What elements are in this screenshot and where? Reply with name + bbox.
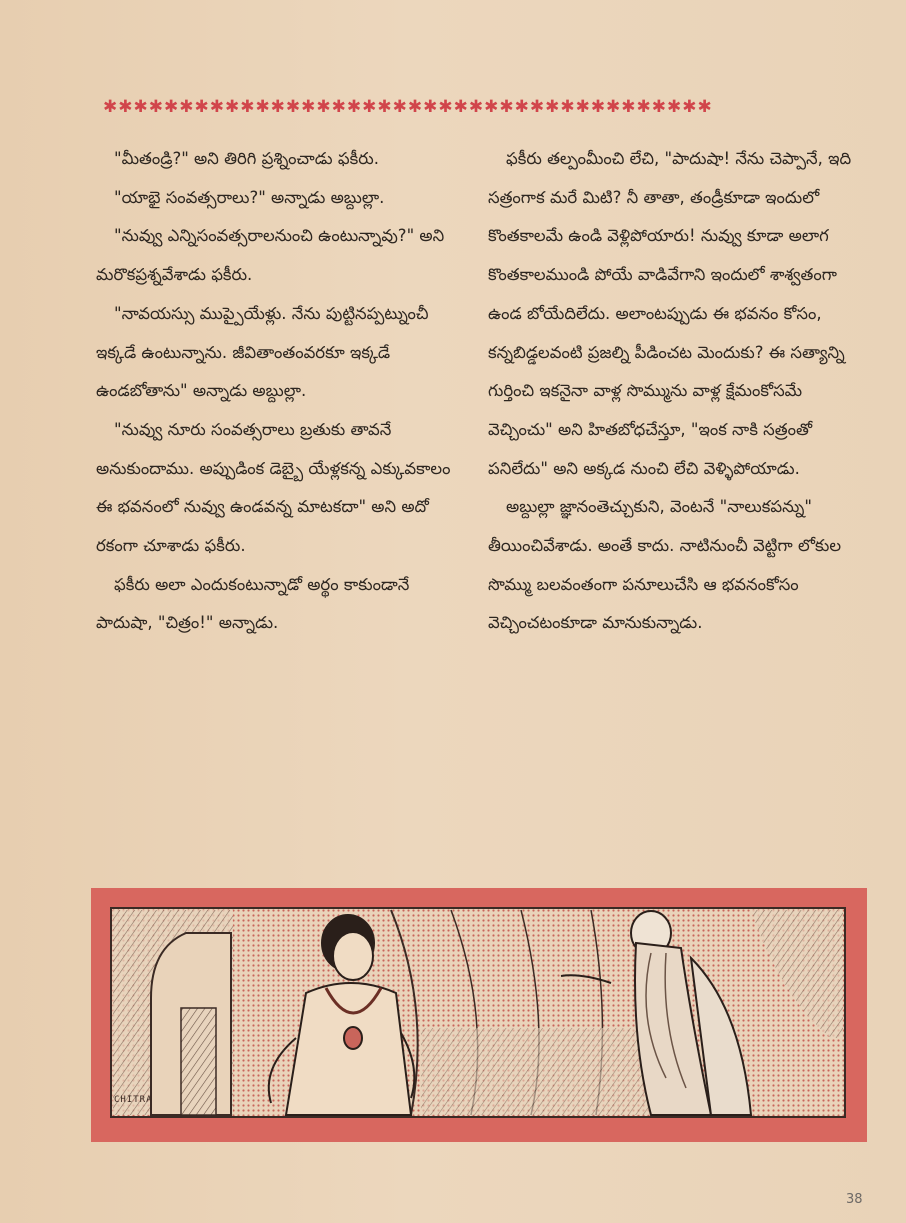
text-column-right	[488, 140, 860, 643]
ornamental-border: ✱✱✱✱✱✱✱✱✱✱✱✱✱✱✱✱✱✱✱✱✱✱✱✱✱✱✱✱✱✱✱✱✱✱✱✱✱✱✱✱	[103, 97, 713, 117]
paragraph: "నావయస్సు ముప్పైయేళ్లు. నేను పుట్టినప్పట్నుంచీ ఇక్కడే ఉంటున్నాను. జీవితాంతంవరకూ ఇక్కడే ఉండబోతాను" అన్నాడు అబ్దుల్లా.	[96, 303, 429, 401]
artist-signature: CHITRA	[114, 1095, 153, 1105]
page-number: 38	[846, 1192, 863, 1207]
paragraph: అబ్దుల్లా జ్ఞానంతెచ్చుకుని, వెంటనే "నాలుకపన్ను" తీయించివేశాడు. అంతే కాదు. నాటినుంచీ వెట్టిగా లోకుల సొమ్ము బలవంతంగా పనూలుచేసి ఆ భవనంకోసం వెచ్చించటంకూడా మానుకున్నాడు.	[488, 497, 842, 633]
paragraph: "నువ్వు ఎన్నిసంవత్సరాలనుంచి ఉంటున్నావు?" అని మరొకప్రశ్నవేశాడు ఫకీరు.	[96, 226, 445, 285]
paragraph: "నువ్వు నూరు సంవత్సరాలు బ్రతుకు తావనే అనుకుందాము. అప్పుడింక డెబ్బై యేళ్లకన్న ఎక్కువకాలం ఈ భవనంలో నువ్వు ఉండవన్న మాటకదా" అని అదో రకంగా చూశాడు ఫకీరు.	[96, 419, 451, 556]
paragraph: ఫకీరు తల్పంమీంచి లేచి, "పాదుషా! నేను చెప్పానే, ఇది సత్రంగాక మరే మిటి? నీ తాతా, తండ్రీకూడా ఇందులో కొంతకాలమే ఉండి వెళ్లిపోయారు! నువ్వు కూడా అలాగ కొంతకాలముండి పోయే వాడివేగాని ఇందులో శాశ్వతంగా ఉండ బోయేదిలేదు. అలాంటప్పుడు ఈ భవనం కోసం, కన్నబిడ్డలవంటి ప్రజల్ని పీడించట మెందుకు? ఈ సత్యాన్ని గుర్తించి ఇకనైనా వాళ్ల సొమ్మును వాళ్ల క్షేమంకోసమే వెచ్చించు" అని హితబోధచేస్తూ, "ఇంక నాకి సత్రంతో పనిలేదు" అని అక్కడ నుంచి లేచి వెళ్ళిపోయాడు.	[488, 149, 852, 478]
text-column-left	[96, 140, 468, 643]
paragraph: "మీతండ్రి?" అని తిరిగి ప్రశ్నించాడు ఫకీరు.	[114, 149, 379, 168]
story-illustration	[91, 888, 867, 1142]
illustration-drawing	[91, 888, 867, 1142]
paragraph: "యాభై సంవత్సరాలు?" అన్నాడు అబ్దుల్లా.	[114, 187, 385, 207]
paragraph: ఫకీరు అలా ఎందుకంటున్నాడో అర్థం కాకుండానే పాదుషా, "చిత్రం!" అన్నాడు.	[96, 574, 410, 633]
